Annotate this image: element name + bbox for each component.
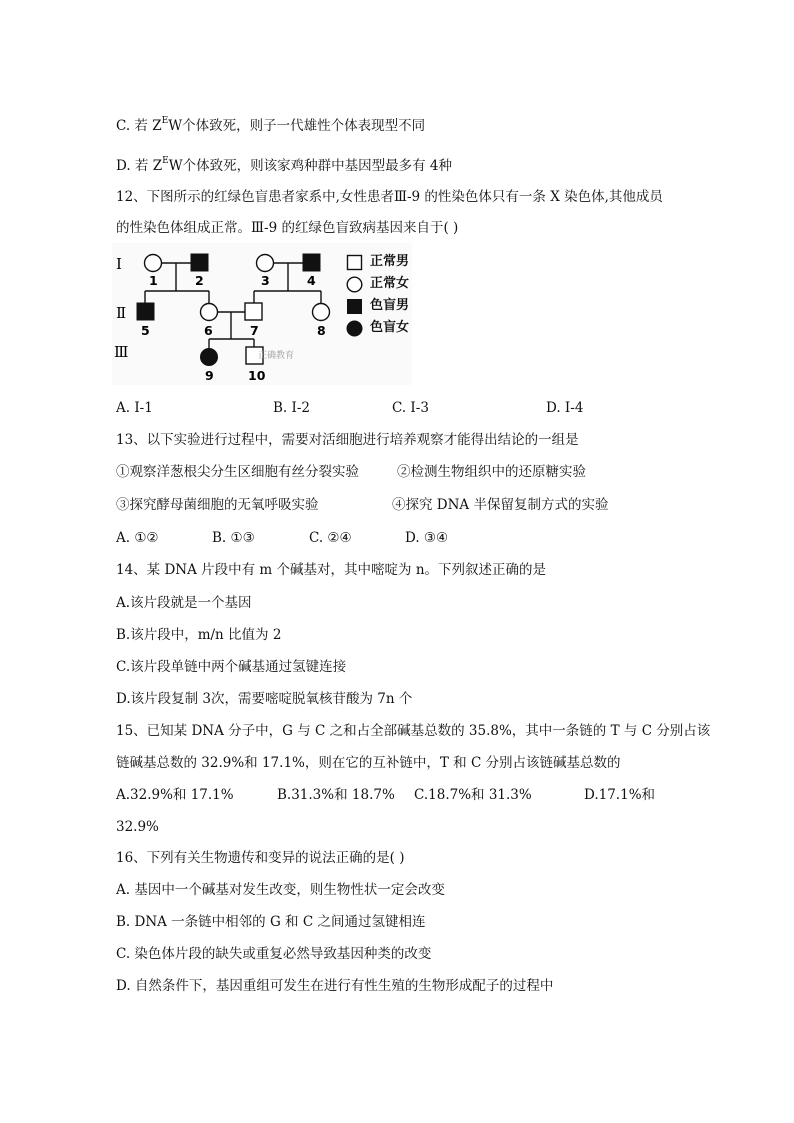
q11-c-text: W个体致死，则子一代雄性个体表现型不同 <box>168 118 426 134</box>
q15-stem-line2: 链碱基总数的 32.9%和 17.1%，则在它的互补链中，T 和 C 分别占该链碱基总数的 <box>116 755 621 771</box>
member-number: 8 <box>317 323 326 338</box>
member-number: 5 <box>141 323 150 338</box>
normal-female-circle-icon <box>346 276 364 294</box>
q11-option-d <box>116 152 452 175</box>
q14-option-b: B.该片段中，m/n 比值为 2 <box>116 627 282 643</box>
q12-option-c: C. Ⅰ-3 <box>392 400 429 416</box>
q11-c-prefix: C. 若 Z <box>116 118 162 134</box>
q13-item-4: ④探究 DNA 半保留复制方式的实验 <box>392 497 609 513</box>
member-number: 1 <box>149 273 158 288</box>
member-number: 4 <box>307 273 316 288</box>
member-II-7-normal-male <box>245 303 262 320</box>
q13-item-1: ①观察洋葱根尖分生区细胞有丝分裂实验 <box>116 464 359 480</box>
legend-label: 正常女 <box>370 276 410 291</box>
q12-stem-line1: 12、下图所示的红绿色盲患者家系中,女性患者Ⅲ-9 的性染色体只有一条 X 染色体,其他成员 <box>116 189 663 205</box>
q15-stem-line1: 15、已知某 DNA 分子中，G 与 C 之和占全部碱基总数的 35.8%，其中一条链的 T 与 C 分别占该 <box>116 723 711 739</box>
pedigree-svg <box>112 243 412 385</box>
q14-stem: 14、某 DNA 片段中有 m 个碱基对，其中嘧啶为 n。下列叙述正确的是 <box>116 562 547 578</box>
q16-option-a: A. 基因中一个碱基对发生改变，则生物性状一定会改变 <box>116 882 445 898</box>
member-I-1-normal-female <box>145 255 162 272</box>
q15-option-d-wrap: 32.9% <box>116 819 159 835</box>
member-number: 2 <box>195 273 204 288</box>
generation-label: Ⅰ <box>116 255 122 273</box>
member-I-4-affected-male <box>303 254 320 271</box>
q13-item-3: ③探究酵母菌细胞的无氧呼吸实验 <box>116 497 319 513</box>
q12-option-b: B. Ⅰ-2 <box>273 400 310 416</box>
q11-option-c <box>116 112 425 135</box>
member-number: 9 <box>205 368 214 383</box>
q16-option-b: B. DNA 一条链中相邻的 G 和 C 之间通过氢键相连 <box>116 914 426 930</box>
member-II-5-affected-male <box>137 303 154 320</box>
legend-label: 色盲女 <box>370 320 410 335</box>
normal-male-square-icon <box>346 254 364 272</box>
member-number: 10 <box>248 368 266 383</box>
q13-option-d: D. ③④ <box>405 530 449 546</box>
q14-option-c: C.该片段单链中两个碱基通过氢键连接 <box>116 659 347 675</box>
q15-option-a: A.32.9%和 17.1% <box>116 787 234 803</box>
q15-option-b: B.31.3%和 18.7% <box>277 787 395 803</box>
q15-option-d: D.17.1%和 <box>584 787 656 803</box>
member-number: 6 <box>204 323 213 338</box>
member-I-2-affected-male <box>191 254 208 271</box>
member-I-3-normal-female <box>257 255 274 272</box>
q12-option-a: A. Ⅰ-1 <box>116 400 153 416</box>
q11-d-superscript: E <box>162 156 169 166</box>
legend-label: 色盲男 <box>370 298 410 313</box>
q13-option-b: B. ①③ <box>212 530 255 546</box>
q16-option-c: C. 染色体片段的缺失或重复必然导致基因种类的改变 <box>116 946 432 962</box>
member-III-9-affected-female <box>201 349 218 366</box>
q13-item-2: ②检测生物组织中的还原糖实验 <box>397 464 586 480</box>
q11-d-prefix: D. 若 Z <box>116 158 163 174</box>
q14-option-d: D.该片段复制 3次，需要嘧啶脱氧核苷酸为 7n 个 <box>116 691 413 707</box>
pedigree-chart <box>112 243 412 385</box>
q16-option-d: D. 自然条件下，基因重组可发生在进行有性生殖的生物形成配子的过程中 <box>116 978 554 994</box>
q13-option-a: A. ①② <box>116 530 159 546</box>
q11-c-superscript: E <box>161 116 169 126</box>
q11-d-text: W个体致死，则该家鸡种群中基因型最多有 4种 <box>168 158 452 174</box>
affected-female-circle-icon <box>346 320 364 338</box>
member-II-8-normal-female <box>313 304 330 321</box>
member-II-6-normal-female <box>201 304 218 321</box>
affected-male-square-icon <box>346 298 364 316</box>
q13-stem: 13、以下实验进行过程中，需要对活细胞进行培养观察才能得出结论的一组是 <box>116 432 579 448</box>
legend-label: 正常男 <box>370 254 410 269</box>
q14-option-a: A.该片段就是一个基因 <box>116 595 252 611</box>
q13-option-c: C. ②④ <box>309 530 352 546</box>
q12-stem-line2: 的性染色体组成正常。Ⅲ-9 的红绿色盲致病基因来自于( ) <box>116 220 459 236</box>
generation-label: Ⅱ <box>116 304 127 322</box>
q16-stem: 16、下列有关生物遗传和变异的说法正确的是( ) <box>116 850 405 866</box>
q12-option-d: D. Ⅰ-4 <box>546 400 584 416</box>
member-number: 7 <box>250 323 259 338</box>
member-number: 3 <box>261 273 270 288</box>
watermark: 正确教育 <box>258 351 295 361</box>
q15-option-c: C.18.7%和 31.3% <box>414 787 532 803</box>
generation-label: Ⅲ <box>114 343 129 361</box>
